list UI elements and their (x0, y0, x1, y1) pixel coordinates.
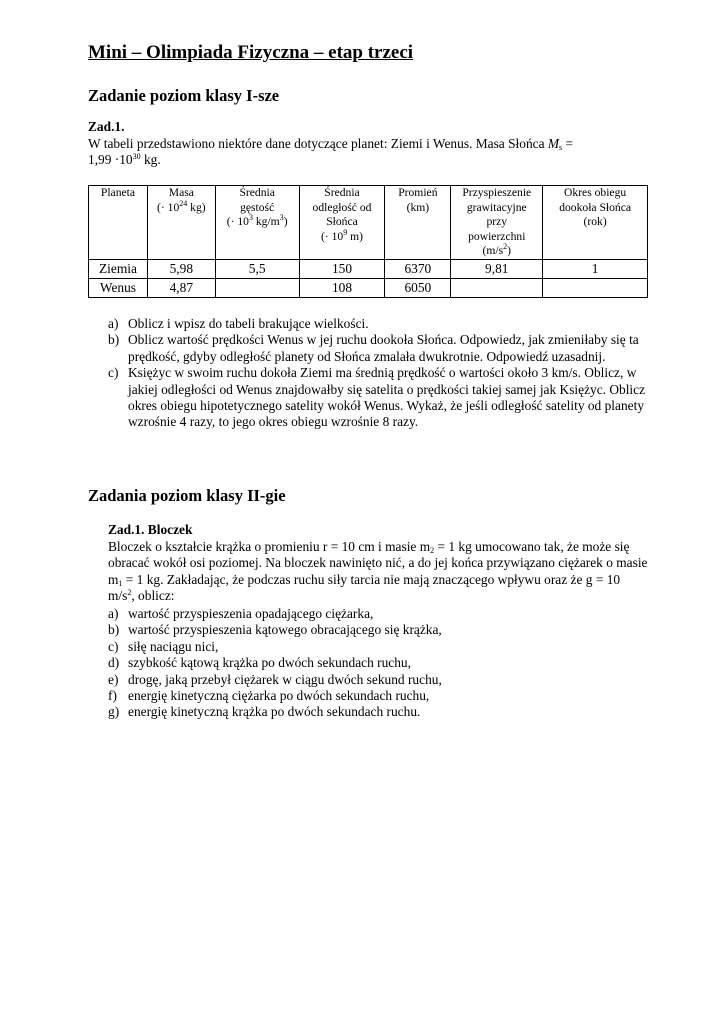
header-odleglosc: Średnia odległość od Słońca (· $10^9$ m) (299, 186, 385, 260)
cell-odleglosc: 150 (299, 259, 385, 278)
header-planeta: Planeta (89, 186, 148, 260)
task-intro-paragraph: W tabeli przedstawiono niektóre dane dotyczące planet: Ziemi i Wenus. Masa Słońca $M_s$ = $1,99 \cdot 10^{30}$ kg. (88, 136, 574, 168)
list-item: b) Oblicz wartość prędkości Wenus w jej ruchu dookoła Słońca. Odpowiedz, jak zmieniłaby się ta prędkość, gdyby odległość planety od Słońca zmalała dwukrotnie. Odpowiedź uzasadnij. (108, 332, 639, 364)
cell-odleglosc: 108 (299, 278, 385, 297)
planets-table (88, 185, 648, 298)
list-item: c) Księżyc w swoim ruchu dokoła Ziemi ma średnią prędkość o wartości około 3 km/s. Oblicz, w jakiej odległości od Wenus znajdowałby się satelita o prędkości takiej samej jak Księżyc. Oblicz okres obiegu hipotetycznego satelity wokół Wenus. Wykaż, że jeśli odległość satelity od planety wzrośnie 4 razy, to jego okres obiegu wzrośnie 8 razy. (108, 365, 646, 430)
section-heading-class-1: Zadanie poziom klasy I-sze (88, 86, 280, 105)
header-promien: Promień (km) (385, 186, 451, 260)
cell-okres: 1 (543, 259, 648, 278)
cell-planeta: Ziemia (89, 259, 148, 278)
list-item: e) drogę, jaką przebył ciężarek w ciągu dwóch sekund ruchu, (108, 671, 442, 687)
table-row (89, 278, 648, 297)
cell-promien: 6050 (385, 278, 451, 297)
list-item: a) wartość przyspieszenia opadającego ciężarka, (108, 606, 374, 621)
cell-masa: 4,87 (147, 278, 215, 297)
header-przyspieszenie: Przyspieszenie grawitacyjne przy powierzchni $(m/s^2)$ (451, 186, 543, 260)
list-item: b) wartość przyspieszenia kątowego obracającego się krążka, (108, 622, 442, 638)
page-title: Mini – Olimpiada Fizyczna – etap trzeci (88, 42, 414, 63)
cell-przyspieszenie: 9,81 (451, 259, 543, 278)
table-row (89, 259, 648, 278)
task-intro-paragraph: Bloczek o kształcie krążka o promieniu r = 10 cm i masie $m_2 = 1$ kg umocowano tak, że może się obracać wokół osi poziomej. Na bloczek nawinięto nić, a do jej końca przywiązano ciężarek o masie $m_1 = 1$ kg. Zakładając, że podczas ruchu siły tarcia nie mają znaczącego wpływu oraz że g = 10 $m/s^2$, oblicz: (108, 539, 648, 604)
task-label-zad1: Zad.1. (88, 119, 125, 134)
cell-gestosc (215, 278, 299, 297)
list-item: g) energię kinetyczną krążka po dwóch sekundach ruchu. (108, 704, 421, 720)
list-item: a) Oblicz i wpisz do tabeli brakujące wielkości. (108, 316, 369, 331)
cell-okres (543, 278, 648, 297)
header-okres: Okres obiegu dookoła Słońca (rok) (543, 186, 648, 260)
cell-planeta: Wenus (89, 278, 148, 297)
cell-gestosc: 5,5 (215, 259, 299, 278)
list-item: d) szybkość kątową krążka po dwóch sekundach ruchu, (108, 655, 411, 671)
header-masa: Masa (· $10^{24}$ kg) (147, 186, 215, 260)
task-list-class-1 (108, 316, 648, 431)
cell-przyspieszenie (451, 278, 543, 297)
cell-masa: 5,98 (147, 259, 215, 278)
header-gestosc: Średnia gęstość (· $10^3$ $kg/m^3$) (215, 186, 299, 260)
list-item: f) energię kinetyczną ciężarka po dwóch sekundach ruchu, (108, 688, 430, 704)
list-item: c) siłę naciągu nici, (108, 638, 219, 654)
section-heading-class-2: Zadania poziom klasy II-gie (88, 486, 286, 505)
task-list-class-2 (108, 606, 648, 721)
table-header-row (89, 186, 648, 260)
task-label-bloczek: Zad.1. Bloczek (108, 522, 193, 537)
cell-promien: 6370 (385, 259, 451, 278)
